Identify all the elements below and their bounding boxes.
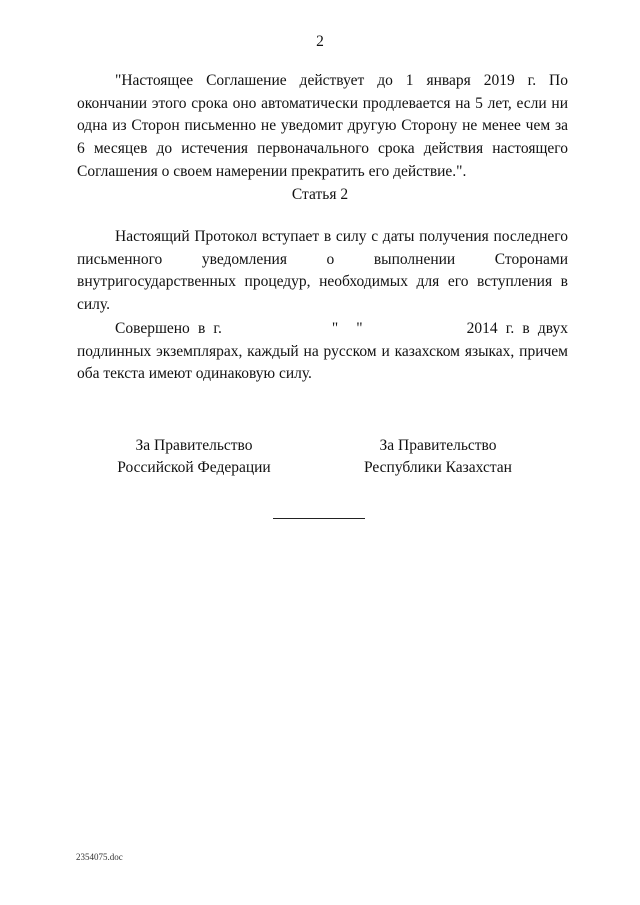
done-at-rest: подлинных экземплярах, каждый на русском и казахском языках, причем оба текста имеют одинаковую силу. (77, 342, 568, 383)
signatory-kazakhstan-line-1: За Правительство (379, 437, 497, 454)
signatory-russia (74, 435, 314, 478)
article-heading: Статья 2 (291, 186, 349, 203)
done-at-year: 2014 г. в двух (466, 320, 569, 337)
signatory-russia-line-2: Российской Федерации (117, 458, 271, 476)
paragraph-1: "Настоящее Соглашение действует до 1 января 2019 г. По окончании этого срока оно автоматически продлевается на 5 лет, если ни одна из Сторон письменно не уведомит другую Сторону не менее чем за 6 месяцев до истечения первоначального срока действия настоящего Соглашения о своем намерении прекратить его действие.". (77, 72, 568, 180)
paragraph-2: Настоящий Протокол вступает в силу с даты получения последнего письменного уведомления о выполнении Сторонами внутригосударственных процедур, необходимых для его вступления в силу. (77, 228, 568, 314)
footer-filename: 2354075.doc (76, 852, 123, 862)
closing-rule (273, 518, 365, 519)
signatory-kazakhstan-line-2: Республики Казахстан (364, 458, 512, 476)
signatory-kazakhstan (318, 435, 558, 478)
page-number: 2 (316, 33, 324, 50)
done-at-quote-open: " (331, 320, 339, 337)
done-at-prefix: Совершено в г. (115, 320, 222, 337)
done-at-quote-close: " (356, 320, 363, 337)
signatory-russia-line-1: За Правительство (135, 437, 253, 454)
done-at-paragraph (77, 318, 568, 386)
